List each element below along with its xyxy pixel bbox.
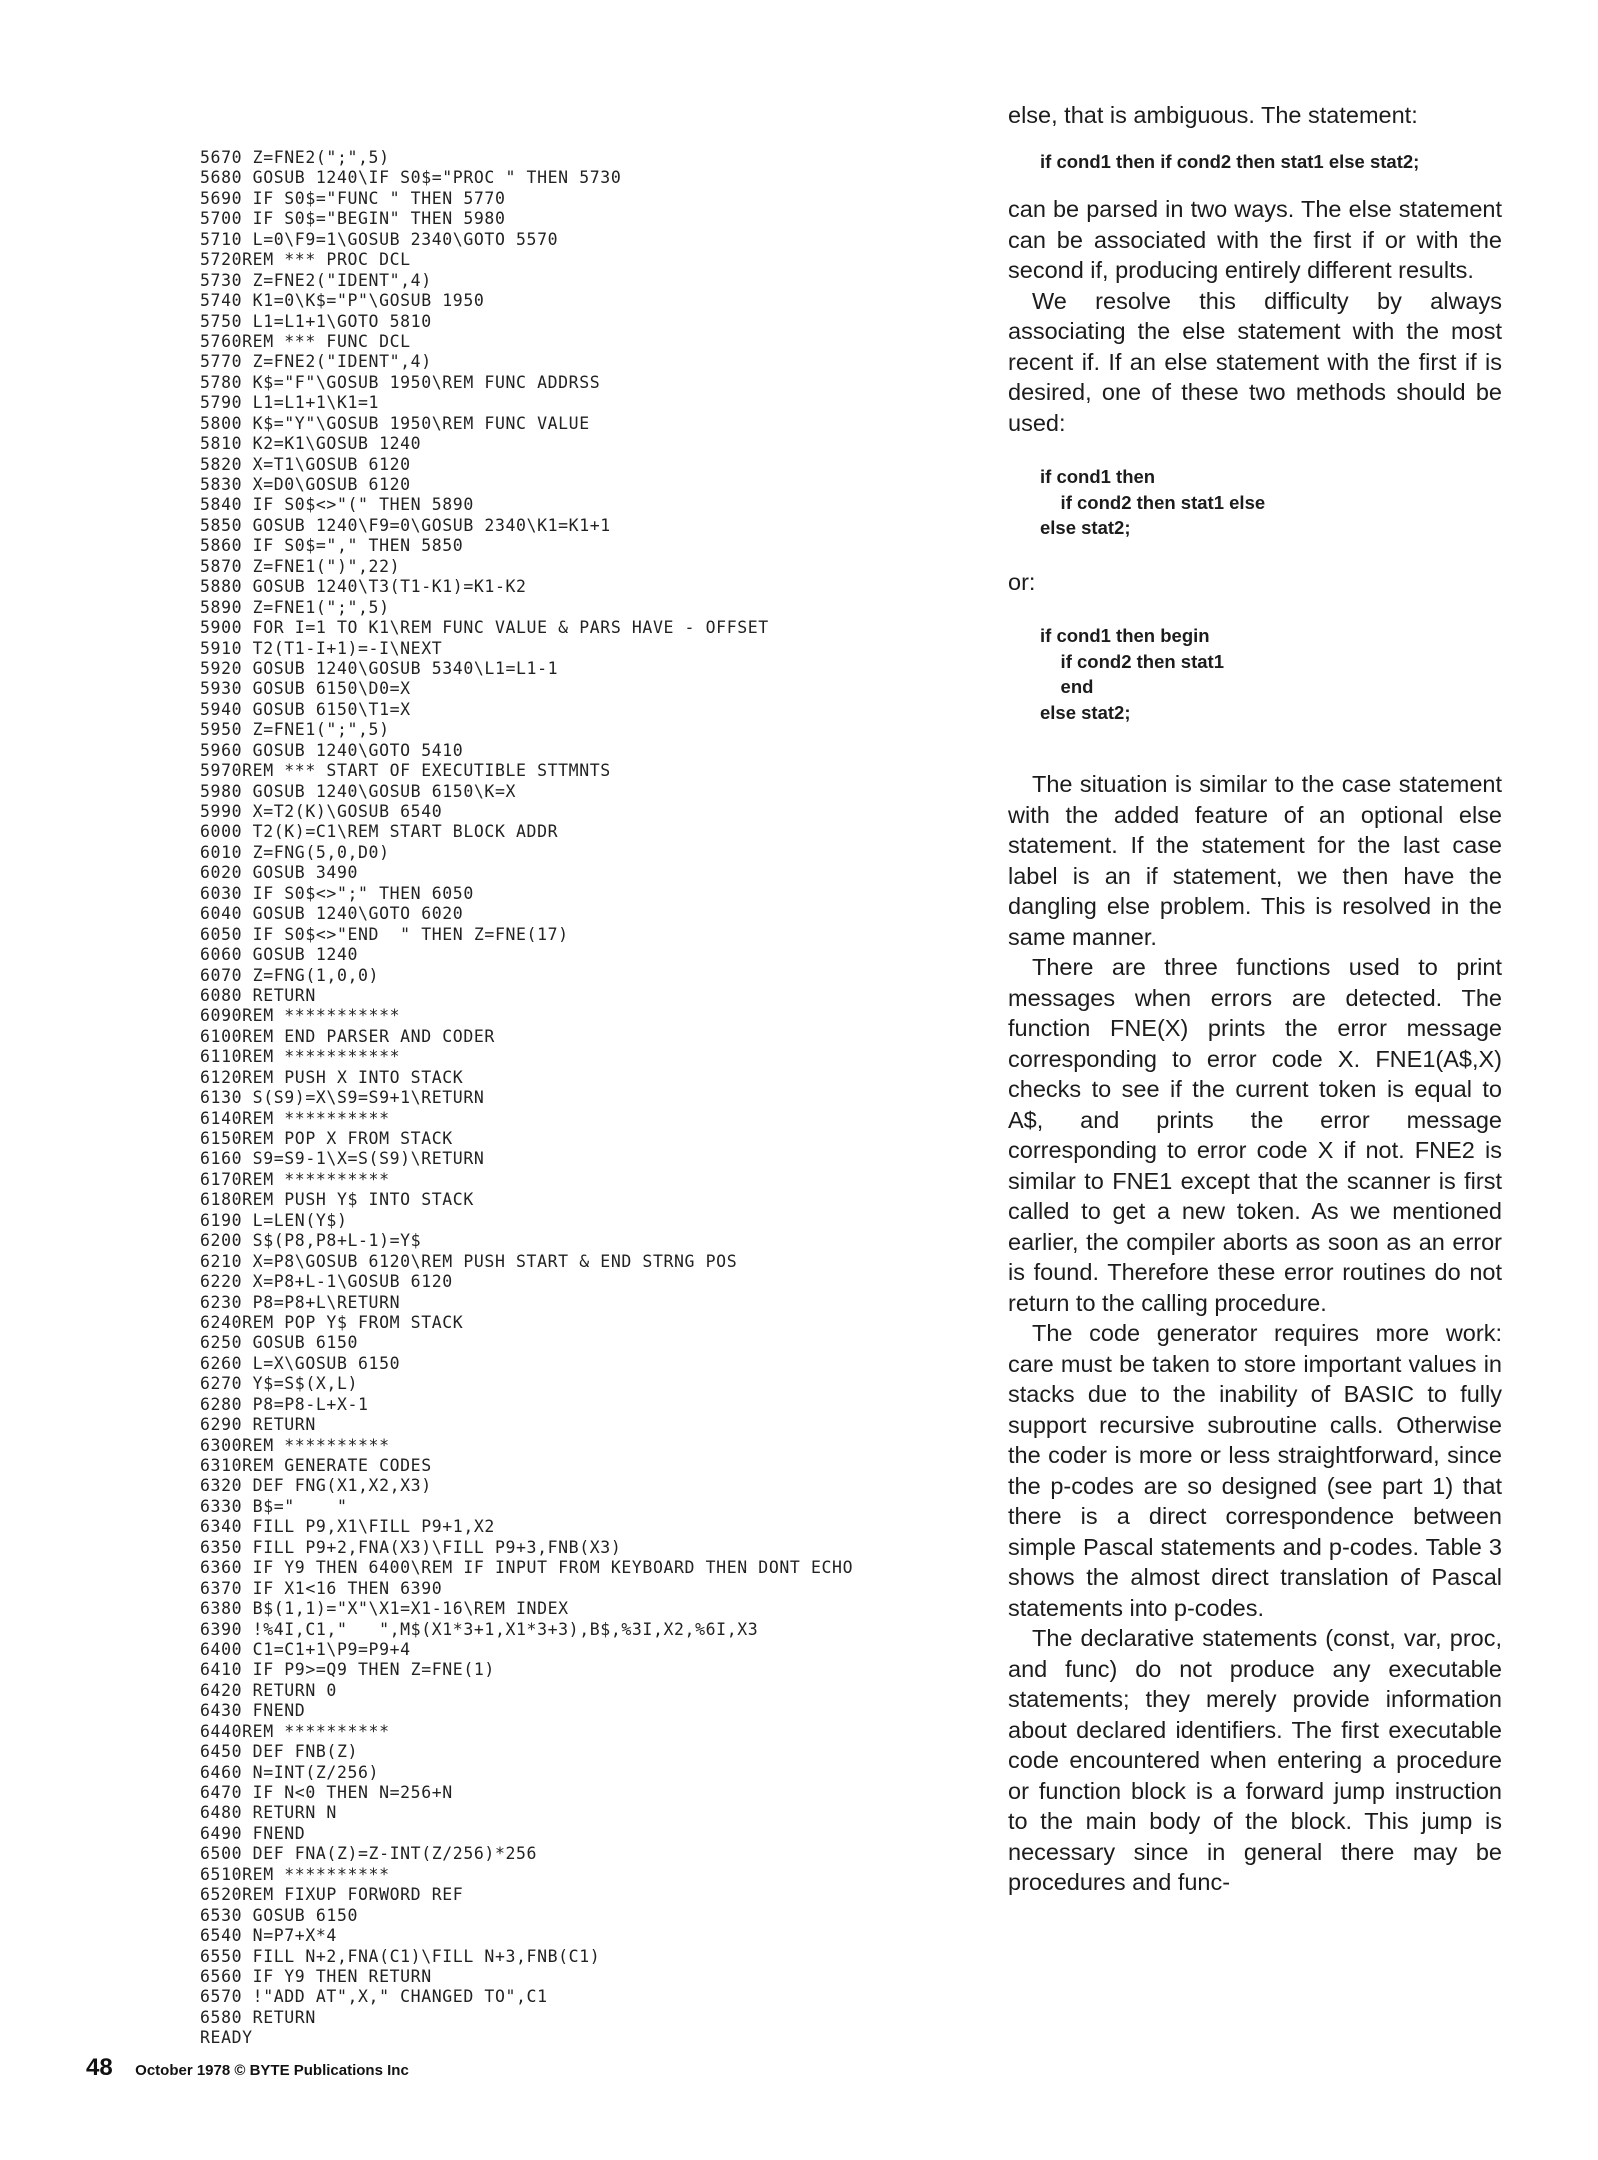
code-line: 5850 GOSUB 1240\F9=0\GOSUB 2340\K1=K1+1 (200, 515, 611, 535)
code-line: 6030 IF S0$<>";" THEN 6050 (200, 883, 474, 903)
code-line: 5820 X=T1\GOSUB 6120 (200, 454, 411, 474)
code-line: 6200 S$(P8,P8+L-1)=Y$ (200, 1231, 422, 1251)
code-line: 6430 FNEND (200, 1701, 306, 1721)
code-line: 6270 Y$=S$(X,L) (200, 1374, 359, 1394)
code-line: 6150REM POP X FROM STACK (200, 1129, 453, 1148)
code-line: 6120REM PUSH X INTO STACK (200, 1067, 464, 1087)
code-line: 6320 DEF FNG(X1,X2,X3) (200, 1476, 432, 1496)
code-line: 5720REM *** PROC DCL (200, 250, 411, 270)
code-line: 5960 GOSUB 1240\GOTO 5410 (200, 740, 464, 760)
code-line: 6350 FILL P9+2,FNA(X3)\FILL P9+3,FNB(X3) (200, 1537, 622, 1557)
code-line: 5870 Z=FNE1(")",22) (200, 556, 401, 576)
code-line: 6280 P8=P8-L+X-1 (200, 1394, 369, 1414)
code-line: 6400 C1=C1+1\P9=P9+4 (200, 1639, 411, 1659)
alt2-line: if cond2 then stat1 (1040, 650, 1224, 672)
code-line: 5800 K$="Y"\GOSUB 1950\REM FUNC VALUE (200, 413, 590, 433)
alt2-line: end (1040, 676, 1094, 697)
code-line: 5940 GOSUB 6150\T1=X (200, 699, 411, 719)
code-line: 5980 GOSUB 1240\GOSUB 6150\K=X (200, 781, 517, 801)
code-line: 6540 N=P7+X*4 (200, 1926, 337, 1946)
code-line: 6100REM END PARSER AND CODER (200, 1026, 495, 1046)
code-line: 6050 IF S0$<>"END " THEN Z=FNE(17) (200, 924, 569, 944)
code-line: 5900 FOR I=1 TO K1\REM FUNC VALUE & PARS HAVE - OFFSET (200, 618, 769, 638)
code-line: 6440REM ********** (200, 1721, 390, 1741)
code-line: 6220 X=P8+L-1\GOSUB 6120 (200, 1272, 453, 1292)
code-line: 6290 RETURN (200, 1415, 316, 1435)
paragraph-case: The situation is similar to the case statement with the added feature of an optional else statement. If the statement for the last case label is an if statement, we then have the dangling else problem. This is resolved in the same manner. (1008, 771, 1502, 950)
code-line: 5910 T2(T1-I+1)=-I\NEXT (200, 638, 443, 658)
code-line: 5730 Z=FNE2("IDENT",4) (200, 270, 432, 290)
code-line: 6570 !"ADD AT",X," CHANGED TO",C1 (200, 1987, 548, 2007)
code-line: 5920 GOSUB 1240\GOSUB 5340\L1=L1-1 (200, 658, 559, 678)
paragraph-resolve: We resolve this difficulty by always associating the else statement with the most recent if. If an else statement with the first if is desired, one of these two methods should be used: (1008, 287, 1502, 436)
code-line: 6300REM ********** (200, 1435, 390, 1455)
code-line: 6080 RETURN (200, 985, 316, 1005)
code-line: 6390 !%4I,C1," ",M$(X1*3+1,X1*3+3),B$,%3I,X2,%6I,X3 (200, 1619, 759, 1639)
alt2-line: if cond1 then begin (1040, 625, 1210, 646)
code-line: 5670 Z=FNE2(";",5) (200, 148, 390, 167)
code-line: 6420 RETURN 0 (200, 1680, 337, 1700)
code-line: 6460 N=INT(Z/256) (200, 1762, 380, 1782)
code-line: 6550 FILL N+2,FNA(C1)\FILL N+3,FNB(C1) (200, 1946, 601, 1966)
code-line: 6370 IF X1<16 THEN 6390 (200, 1578, 443, 1598)
code-line: 6580 RETURN (200, 2007, 316, 2027)
code-line: 5690 IF S0$="FUNC " THEN 5770 (200, 188, 506, 208)
code-line: 5890 Z=FNE1(";",5) (200, 597, 390, 617)
code-alternative-1 (1040, 464, 1502, 541)
alt1-line: if cond2 then stat1 else (1040, 491, 1266, 513)
code-line: 6190 L=LEN(Y$) (200, 1210, 348, 1230)
code-line: 6060 GOSUB 1240 (200, 945, 359, 965)
code-line: 6110REM *********** (200, 1047, 401, 1067)
alt1-line: else stat2; (1040, 517, 1131, 538)
code-line: 5970REM *** START OF EXECUTIBLE STTMNTS (200, 761, 611, 781)
code-line: 5930 GOSUB 6150\D0=X (200, 679, 411, 699)
code-line: 6170REM ********** (200, 1169, 390, 1189)
code-line: 6310REM GENERATE CODES (200, 1456, 432, 1475)
code-line: 5810 K2=K1\GOSUB 1240 (200, 434, 422, 454)
code-line: 6020 GOSUB 3490 (200, 863, 359, 883)
code-line: 6560 IF Y9 THEN RETURN (200, 1966, 432, 1986)
code-line: 6360 IF Y9 THEN 6400\REM IF INPUT FROM KEYBOARD THEN DONT ECHO (200, 1558, 854, 1578)
code-line: 6210 X=P8\GOSUB 6120\REM PUSH START & END STRNG POS (200, 1251, 738, 1271)
code-line: 5860 IF S0$="," THEN 5850 (200, 536, 464, 556)
code-line: 5740 K1=0\K$="P"\GOSUB 1950 (200, 291, 485, 311)
code-line: 6480 RETURN N (200, 1803, 337, 1823)
code-line: 6260 L=X\GOSUB 6150 (200, 1353, 401, 1373)
statement-line: if cond1 then if cond2 then stat1 else stat2; (1040, 150, 1420, 172)
paragraph-declarative: The declarative statements (const, var, proc, and func) do not produce any executable statements; they merely provide information about declared identifiers. The first executable code encountered when entering a procedure or function block is a forward jump instruction to the main body of the block. This jump is necessary since in general there may be procedures and func- (1008, 1625, 1502, 1895)
publication-credit: October 1978 © BYTE Publications Inc (135, 2062, 409, 2079)
code-line: 5750 L1=L1+1\GOTO 5810 (200, 311, 432, 331)
code-line: 6180REM PUSH Y$ INTO STACK (200, 1190, 474, 1210)
code-line: 5780 K$="F"\GOSUB 1950\REM FUNC ADDRSS (200, 372, 601, 392)
code-line: 6130 S(S9)=X\S9=S9+1\RETURN (200, 1088, 485, 1108)
paragraph-parsed: can be parsed in two ways. The else statement can be associated with the first if or with the second if, producing entirely different results. (1008, 196, 1502, 283)
code-line: 6070 Z=FNG(1,0,0) (200, 965, 380, 985)
code-line: 6490 FNEND (200, 1823, 306, 1843)
code-line: 5840 IF S0$<>"(" THEN 5890 (200, 495, 474, 515)
code-line: 6230 P8=P8+L\RETURN (200, 1292, 401, 1312)
code-line: 6250 GOSUB 6150 (200, 1333, 359, 1353)
code-line: 6340 FILL P9,X1\FILL P9+1,X2 (200, 1517, 495, 1537)
code-line: 6500 DEF FNA(Z)=Z-INT(Z/256)*256 (200, 1844, 538, 1864)
code-line: 6530 GOSUB 6150 (200, 1905, 359, 1925)
code-line: 5680 GOSUB 1240\IF S0$="PROC " THEN 5730 (200, 168, 622, 188)
code-line: 5830 X=D0\GOSUB 6120 (200, 475, 411, 494)
code-line: 6090REM *********** (200, 1006, 401, 1026)
code-line: 6140REM ********** (200, 1108, 390, 1128)
paragraph-functions: There are three functions used to print messages when errors are detected. The function FNE(X) prints the error message corresponding to error code X. FNE1(A$,X) checks to see if the current token is equal to A$, and prints the error message corresponding to error code X if not. FNE2 is similar to FNE1 except that the scanner is first called to get a new token. As we mentioned earlier, the compiler aborts as soon as an error is found. Therefore these error routines do not return to the calling procedure. (1008, 954, 1502, 1316)
paragraph-intro: else, that is ambiguous. The statement: (1008, 102, 1418, 128)
code-line: READY (200, 2028, 253, 2048)
code-line: 6330 B$=" " (200, 1496, 348, 1516)
code-line: 6010 Z=FNG(5,0,D0) (200, 842, 390, 862)
code-line: 6410 IF P9>=Q9 THEN Z=FNE(1) (200, 1660, 495, 1680)
code-line: 5700 IF S0$="BEGIN" THEN 5980 (200, 209, 506, 229)
paragraph-codegen: The code generator requires more work: care must be taken to store important values in stacks due to the inability of BASIC to fully support recursive subroutine calls. Otherwise the coder is more or less straightforward, since the p-codes are so designed (see part 1) that there is a direct correspondence between simple Pascal statements and p-codes. Table 3 shows the almost direct translation of Pascal statements into p-codes. (1008, 1320, 1502, 1621)
code-line: 6510REM ********** (200, 1864, 390, 1884)
alt2-line: else stat2; (1040, 701, 1131, 723)
code-line: 6160 S9=S9-1\X=S(S9)\RETURN (200, 1149, 485, 1169)
code-line: 5990 X=T2(K)\GOSUB 6540 (200, 802, 443, 821)
or-label: or: (1008, 568, 1036, 595)
article-text-column (1008, 100, 1502, 1898)
code-statement-example (1040, 149, 1502, 175)
code-line: 6240REM POP Y$ FROM STACK (200, 1312, 464, 1332)
code-line: 6040 GOSUB 1240\GOTO 6020 (200, 904, 464, 924)
code-line: 5950 Z=FNE1(";",5) (200, 720, 390, 740)
code-line: 5790 L1=L1+1\K1=1 (200, 393, 380, 413)
code-line: 5760REM *** FUNC DCL (200, 331, 411, 351)
code-line: 6470 IF N<0 THEN N=256+N (200, 1783, 453, 1802)
code-alternative-2 (1040, 623, 1502, 725)
page-footer (86, 2054, 409, 2082)
alt1-line: if cond1 then (1040, 466, 1156, 487)
basic-code-listing (200, 148, 970, 2049)
code-line: 6380 B$(1,1)="X"\X1=X1-16\REM INDEX (200, 1599, 569, 1619)
code-line: 6000 T2(K)=C1\REM START BLOCK ADDR (200, 822, 559, 842)
code-line: 5880 GOSUB 1240\T3(T1-K1)=K1-K2 (200, 577, 527, 597)
code-line: 6520REM FIXUP FORWORD REF (200, 1885, 464, 1905)
code-line: 5770 Z=FNE2("IDENT",4) (200, 352, 432, 372)
code-line: 5710 L=0\F9=1\GOSUB 2340\GOTO 5570 (200, 229, 559, 249)
page-number: 48 (86, 2054, 113, 2081)
code-line: 6450 DEF FNB(Z) (200, 1742, 359, 1762)
